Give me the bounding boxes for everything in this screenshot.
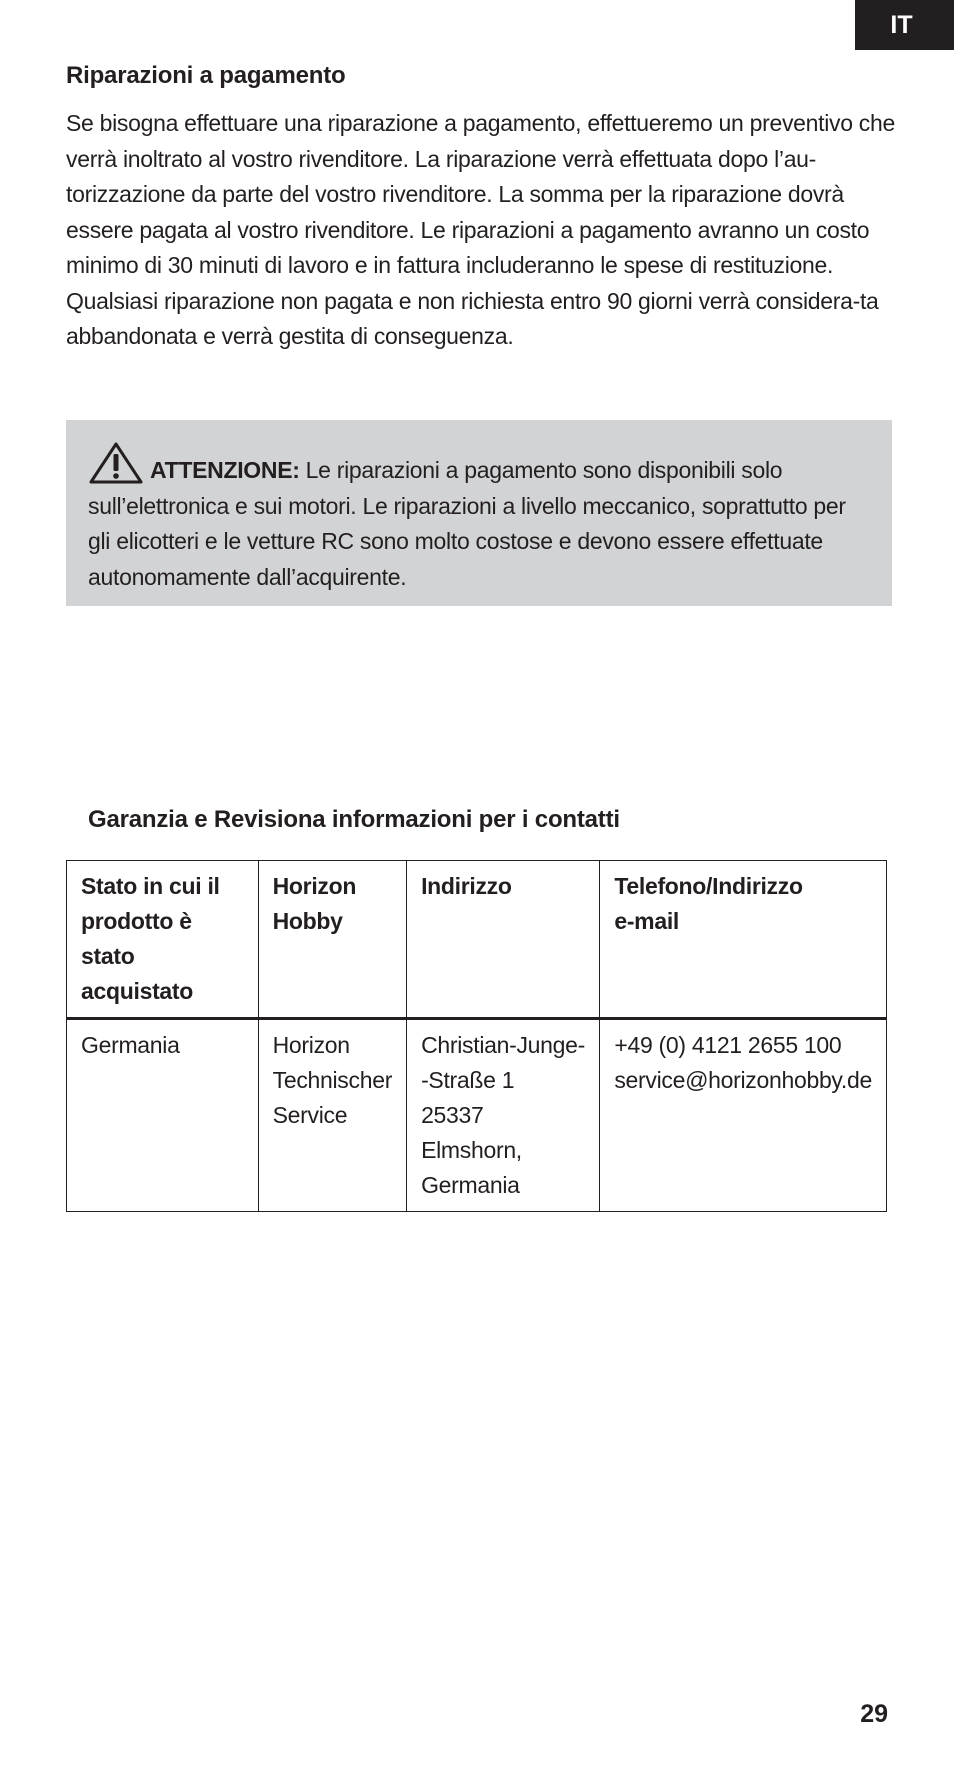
contacts-title: Garanzia e Revisiona informazioni per i contatti [88,806,620,833]
warning-label: ATTENZIONE: [150,457,300,483]
warning-box [66,420,892,606]
header-purchase-country: Stato in cui il prodotto è stato acquistato [67,861,259,1019]
cell-country: Germania [67,1019,259,1212]
table-header-row [67,861,887,1019]
header-horizon-hobby: Horizon Hobby [258,861,406,1019]
section-title-repairs: Riparazioni a pagamento [66,62,346,89]
warning-paragraph [88,441,870,595]
warning-triangle-icon [88,441,144,485]
table-row [67,1019,887,1212]
page-number: 29 [860,1700,888,1728]
contacts-table [66,860,887,1212]
language-tab [855,0,954,50]
cell-address: Christian-Junge- -Straße 1 25337 Elmshorn, Germania [407,1019,600,1212]
cell-company: Horizon Technischer Service [258,1019,406,1212]
cell-contact: +49 (0) 4121 2655 100 service@horizonhobby.de [600,1019,887,1212]
warning-text: Le riparazioni a pagamento sono disponibili solo sull’elettronica e sui motori. Le riparazioni a livello meccanico, soprattutto per gli elicotteri e le vetture RC sono molto costose e devono essere effettuate autonomamente dall’acquirente. [88,457,846,590]
language-tab-label: IT [890,10,913,39]
header-address: Indirizzo [407,861,600,1019]
header-phone-email: Telefono/Indirizzo e-mail [600,861,887,1019]
repairs-paragraph: Se bisogna effettuare una riparazione a pagamento, effettueremo un preventivo che verrà inoltrato al vostro rivenditore. La riparazione verrà effettuata dopo l’au-torizzazione da parte del vostro rivenditore. La somma per la riparazione dovrà essere pagata al vostro rivenditore. Le riparazioni a pagamento avranno un costo minimo di 30 minuti di lavoro e in fattura includeranno le spese di restituzione. Qualsiasi riparazione non pagata e non richiesta entro 90 giorni verrà considera-ta abbandonata e verrà gestita di conseguenza. [66,110,895,349]
